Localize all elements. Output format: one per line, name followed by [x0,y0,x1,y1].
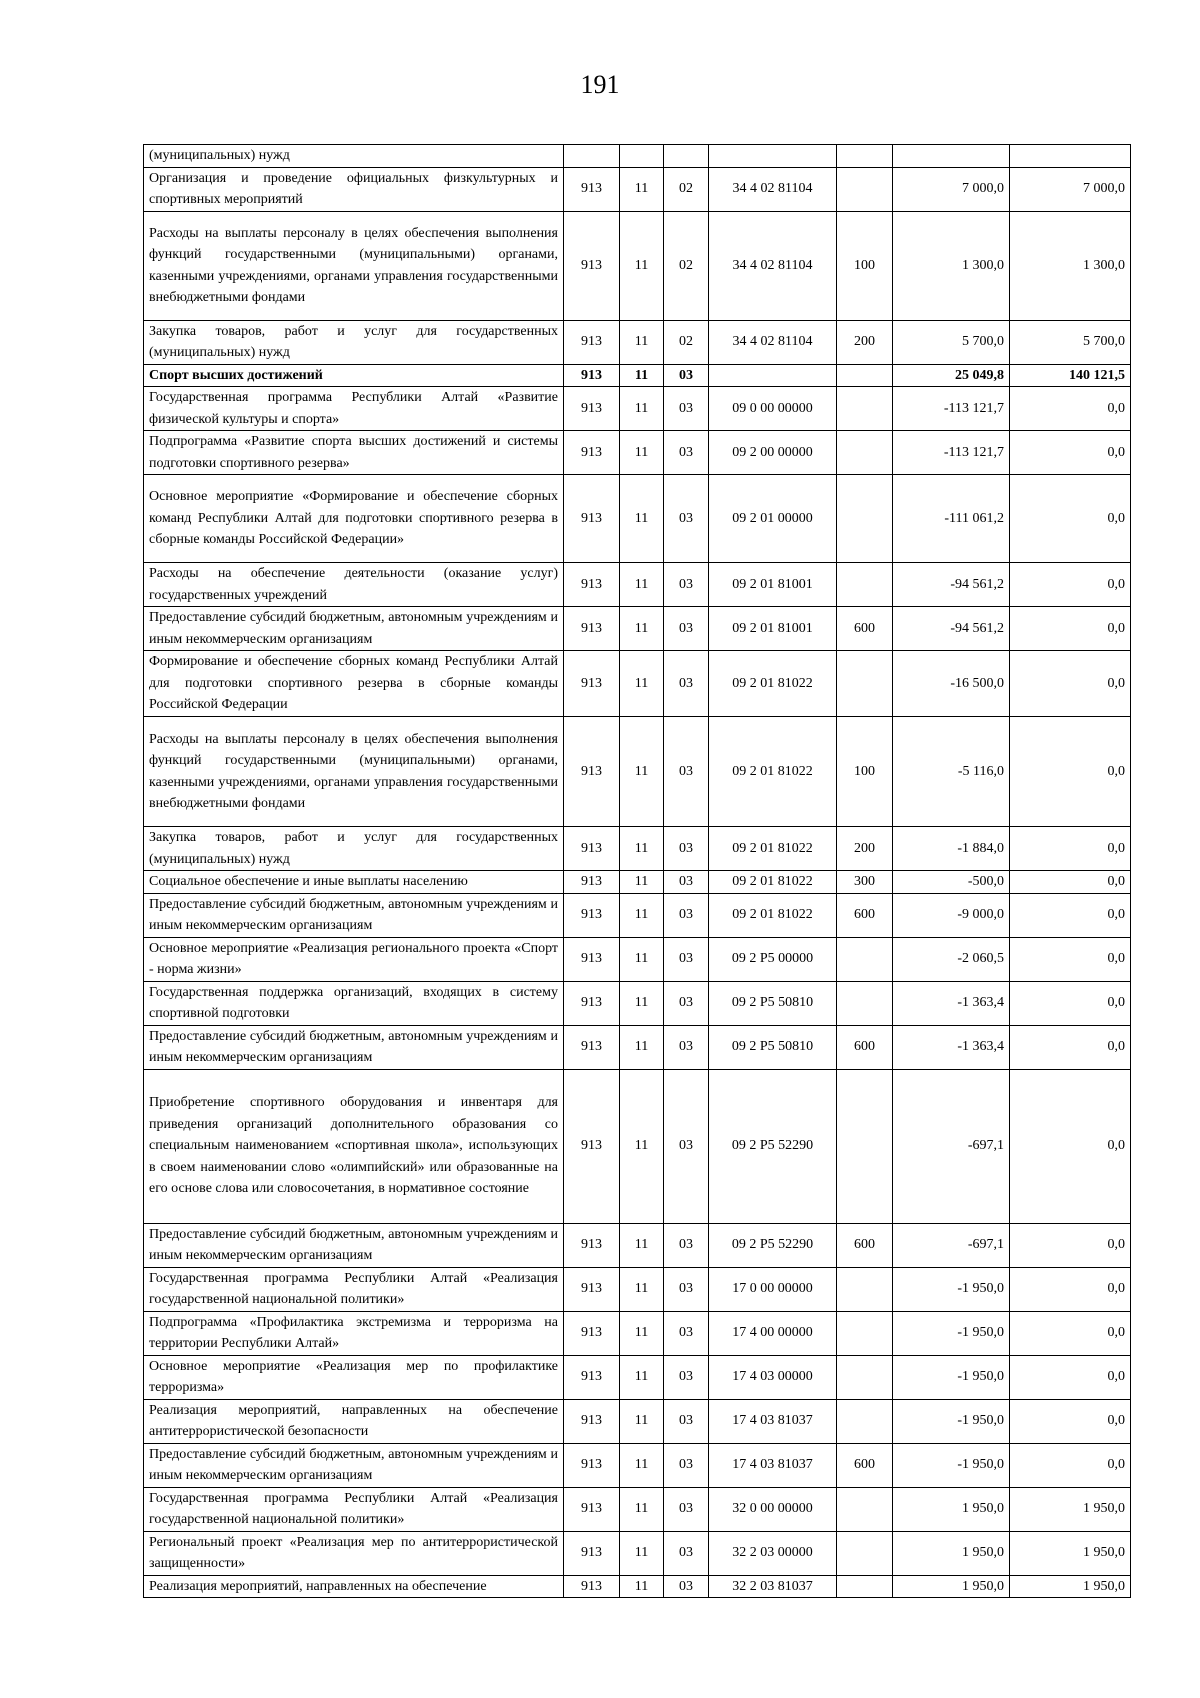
row-name: Организация и проведение официальных физкультурных и спортивных мероприятий [144,167,564,211]
row-expense-type-code [837,387,893,431]
row-expense-type-code [837,1267,893,1311]
row-name: Предоставление субсидий бюджетным, автономным учреждениям и иным некоммерческим организациям [144,1025,564,1069]
budget-table [143,144,1131,1598]
row-subsection-code: 03 [664,1531,709,1575]
row-subsection-code: 03 [664,981,709,1025]
row-sum-2: 0,0 [1010,981,1131,1025]
row-sum-1: 1 950,0 [893,1575,1010,1598]
row-sum-2: 0,0 [1010,1443,1131,1487]
row-section-code: 11 [620,1069,664,1223]
row-section-code: 11 [620,981,664,1025]
table-row [144,1223,1131,1267]
row-sum-1: 1 950,0 [893,1487,1010,1531]
row-section-code: 11 [620,1355,664,1399]
row-target-article-code: 09 2 00 00000 [709,431,837,475]
row-target-article-code [709,364,837,387]
row-sum-1: 1 950,0 [893,1531,1010,1575]
row-target-article-code: 09 2 P5 52290 [709,1223,837,1267]
row-subsection-code: 03 [664,1025,709,1069]
row-target-article-code: 09 2 01 81022 [709,651,837,717]
table-row [144,1487,1131,1531]
row-expense-type-code [837,475,893,563]
row-expense-type-code [837,651,893,717]
row-glav-code: 913 [564,1443,620,1487]
row-expense-type-code: 600 [837,1025,893,1069]
row-target-article-code: 09 2 P5 52290 [709,1069,837,1223]
row-name: Расходы на выплаты персоналу в целях обеспечения выполнения функций государственными (муниципальными) органами, казенными учреждениями, органами управления государственными внебюджетными фондами [144,717,564,827]
row-target-article-code: 34 4 02 81104 [709,167,837,211]
row-section-code [620,145,664,168]
row-glav-code: 913 [564,981,620,1025]
row-subsection-code: 03 [664,1575,709,1598]
row-expense-type-code [837,1487,893,1531]
row-glav-code: 913 [564,431,620,475]
row-target-article-code: 17 0 00 00000 [709,1267,837,1311]
row-sum-2: 0,0 [1010,1025,1131,1069]
row-target-article-code: 09 2 01 81022 [709,717,837,827]
row-sum-1 [893,145,1010,168]
row-section-code: 11 [620,320,664,364]
row-subsection-code: 03 [664,1355,709,1399]
row-target-article-code: 09 2 01 81001 [709,563,837,607]
row-sum-1: -94 561,2 [893,607,1010,651]
row-target-article-code: 09 2 P5 00000 [709,937,837,981]
row-expense-type-code [837,1355,893,1399]
row-sum-2: 0,0 [1010,1069,1131,1223]
row-sum-1: 1 300,0 [893,211,1010,320]
row-sum-1: -1 950,0 [893,1267,1010,1311]
row-target-article-code: 09 2 P5 50810 [709,981,837,1025]
row-target-article-code: 17 4 03 81037 [709,1443,837,1487]
row-sum-2: 0,0 [1010,871,1131,894]
row-expense-type-code [837,145,893,168]
row-name: Государственная программа Республики Алтай «Развитие физической культуры и спорта» [144,387,564,431]
row-section-code: 11 [620,1575,664,1598]
row-subsection-code: 03 [664,717,709,827]
row-name: Региональный проект «Реализация мер по антитеррористической защищенности» [144,1531,564,1575]
row-name: Подпрограмма «Развитие спорта высших достижений и системы подготовки спортивного резерва» [144,431,564,475]
row-glav-code: 913 [564,651,620,717]
row-sum-2: 0,0 [1010,563,1131,607]
row-sum-1: -94 561,2 [893,563,1010,607]
row-expense-type-code: 600 [837,893,893,937]
row-section-code: 11 [620,475,664,563]
row-expense-type-code [837,1575,893,1598]
budget-table-body [144,145,1131,1598]
row-name: Государственная программа Республики Алтай «Реализация государственной национальной политики» [144,1487,564,1531]
row-subsection-code: 03 [664,1069,709,1223]
row-sum-2: 0,0 [1010,431,1131,475]
row-expense-type-code [837,431,893,475]
row-glav-code: 913 [564,1267,620,1311]
row-target-article-code: 34 4 02 81104 [709,320,837,364]
row-sum-2: 0,0 [1010,475,1131,563]
row-expense-type-code: 100 [837,717,893,827]
row-target-article-code: 09 2 01 81022 [709,893,837,937]
row-name: Расходы на обеспечение деятельности (оказание услуг) государственных учреждений [144,563,564,607]
table-row [144,1069,1131,1223]
row-subsection-code: 03 [664,387,709,431]
row-glav-code: 913 [564,475,620,563]
row-subsection-code: 02 [664,320,709,364]
row-glav-code: 913 [564,937,620,981]
row-expense-type-code: 200 [837,827,893,871]
row-sum-1: -1 950,0 [893,1311,1010,1355]
row-glav-code: 913 [564,1311,620,1355]
row-expense-type-code [837,1399,893,1443]
row-glav-code: 913 [564,1531,620,1575]
row-sum-2: 7 000,0 [1010,167,1131,211]
row-expense-type-code [837,1069,893,1223]
row-section-code: 11 [620,937,664,981]
row-expense-type-code [837,981,893,1025]
row-target-article-code: 09 2 01 81022 [709,827,837,871]
row-section-code: 11 [620,563,664,607]
row-name: Реализация мероприятий, направленных на обеспечение [144,1575,564,1598]
row-target-article-code: 09 2 01 00000 [709,475,837,563]
row-expense-type-code: 600 [837,1443,893,1487]
row-subsection-code: 03 [664,364,709,387]
row-subsection-code: 03 [664,1487,709,1531]
row-expense-type-code [837,563,893,607]
row-sum-2: 0,0 [1010,1223,1131,1267]
row-name: Подпрограмма «Профилактика экстремизма и терроризма на территории Республики Алтай» [144,1311,564,1355]
row-sum-2: 5 700,0 [1010,320,1131,364]
row-sum-1: -2 060,5 [893,937,1010,981]
table-row [144,1355,1131,1399]
row-target-article-code: 09 2 P5 50810 [709,1025,837,1069]
row-sum-2: 1 950,0 [1010,1487,1131,1531]
row-name: Предоставление субсидий бюджетным, автономным учреждениям и иным некоммерческим организациям [144,1223,564,1267]
row-name: Расходы на выплаты персоналу в целях обеспечения выполнения функций государственными (муниципальными) органами, казенными учреждениями, органами управления государственными внебюджетными фондами [144,211,564,320]
row-subsection-code: 03 [664,1399,709,1443]
table-row [144,1399,1131,1443]
row-glav-code: 913 [564,1069,620,1223]
row-sum-1: -697,1 [893,1223,1010,1267]
row-sum-1: -9 000,0 [893,893,1010,937]
row-sum-2: 0,0 [1010,937,1131,981]
row-sum-2: 0,0 [1010,651,1131,717]
table-row [144,1443,1131,1487]
row-sum-2: 0,0 [1010,387,1131,431]
row-target-article-code: 17 4 03 00000 [709,1355,837,1399]
row-section-code: 11 [620,827,664,871]
row-sum-1: -1 363,4 [893,1025,1010,1069]
row-name: Закупка товаров, работ и услуг для государственных (муниципальных) нужд [144,320,564,364]
row-name: (муниципальных) нужд [144,145,564,168]
row-sum-2: 140 121,5 [1010,364,1131,387]
row-sum-1: -16 500,0 [893,651,1010,717]
row-expense-type-code [837,364,893,387]
row-section-code: 11 [620,717,664,827]
row-target-article-code: 32 2 03 00000 [709,1531,837,1575]
row-sum-2: 1 950,0 [1010,1575,1131,1598]
row-target-article-code: 34 4 02 81104 [709,211,837,320]
row-sum-1: -1 950,0 [893,1399,1010,1443]
row-sum-1: 7 000,0 [893,167,1010,211]
row-section-code: 11 [620,1399,664,1443]
row-glav-code: 913 [564,563,620,607]
table-row [144,1575,1131,1598]
row-section-code: 11 [620,387,664,431]
table-row [144,320,1131,364]
row-name: Формирование и обеспечение сборных команд Республики Алтай для подготовки спортивного резерва в сборные команды Российской Федерации [144,651,564,717]
row-subsection-code: 03 [664,1267,709,1311]
row-sum-1: -1 950,0 [893,1443,1010,1487]
row-name: Социальное обеспечение и иные выплаты населению [144,871,564,894]
row-sum-1: -697,1 [893,1069,1010,1223]
row-sum-2: 0,0 [1010,1355,1131,1399]
row-sum-2: 0,0 [1010,1267,1131,1311]
table-row [144,167,1131,211]
row-section-code: 11 [620,1267,664,1311]
row-glav-code: 913 [564,607,620,651]
row-subsection-code: 03 [664,1311,709,1355]
table-row [144,827,1131,871]
row-subsection-code: 03 [664,871,709,894]
row-glav-code: 913 [564,320,620,364]
row-section-code: 11 [620,1223,664,1267]
row-section-code: 11 [620,167,664,211]
row-section-code: 11 [620,1025,664,1069]
row-subsection-code: 03 [664,563,709,607]
row-target-article-code: 09 2 01 81022 [709,871,837,894]
row-sum-1: -113 121,7 [893,431,1010,475]
row-expense-type-code: 100 [837,211,893,320]
row-glav-code: 913 [564,1355,620,1399]
row-section-code: 11 [620,1531,664,1575]
row-sum-1: -5 116,0 [893,717,1010,827]
row-subsection-code: 03 [664,1443,709,1487]
row-subsection-code: 02 [664,167,709,211]
row-sum-2: 0,0 [1010,607,1131,651]
row-section-code: 11 [620,1311,664,1355]
row-name: Основное мероприятие «Реализация мер по профилактике терроризма» [144,1355,564,1399]
table-row [144,1267,1131,1311]
row-section-code: 11 [620,431,664,475]
row-expense-type-code [837,1531,893,1575]
row-glav-code: 913 [564,871,620,894]
row-glav-code: 913 [564,1487,620,1531]
row-glav-code: 913 [564,364,620,387]
row-name: Государственная программа Республики Алтай «Реализация государственной национальной политики» [144,1267,564,1311]
row-section-code: 11 [620,1487,664,1531]
row-name: Предоставление субсидий бюджетным, автономным учреждениям и иным некоммерческим организациям [144,607,564,651]
row-sum-2: 1 300,0 [1010,211,1131,320]
row-name: Спорт высших достижений [144,364,564,387]
row-expense-type-code: 600 [837,607,893,651]
row-section-code: 11 [620,871,664,894]
table-row [144,563,1131,607]
row-name: Приобретение спортивного оборудования и инвентаря для приведения организаций дополнительного образования со специальным наименованием «спортивная школа», использующих в своем наименовании слово «олимпийский» или образованные на его основе слова или словосочетания, в нормативное состояние [144,1069,564,1223]
row-expense-type-code [837,1311,893,1355]
row-name: Закупка товаров, работ и услуг для государственных (муниципальных) нужд [144,827,564,871]
row-section-code: 11 [620,364,664,387]
row-target-article-code: 32 0 00 00000 [709,1487,837,1531]
page-number: 191 [580,70,620,99]
row-name: Основное мероприятие «Формирование и обеспечение сборных команд Республики Алтай для подготовки спортивного резерва в сборные команды Российской Федерации» [144,475,564,563]
row-target-article-code: 17 4 00 00000 [709,1311,837,1355]
row-sum-2: 0,0 [1010,1311,1131,1355]
row-name: Предоставление субсидий бюджетным, автономным учреждениям и иным некоммерческим организациям [144,893,564,937]
row-subsection-code: 03 [664,651,709,717]
row-name: Государственная поддержка организаций, входящих в систему спортивной подготовки [144,981,564,1025]
row-section-code: 11 [620,651,664,717]
row-sum-1: -1 884,0 [893,827,1010,871]
table-row [144,475,1131,563]
row-sum-1: -1 950,0 [893,1355,1010,1399]
row-expense-type-code: 200 [837,320,893,364]
row-target-article-code: 09 0 00 00000 [709,387,837,431]
row-subsection-code: 03 [664,893,709,937]
row-subsection-code: 02 [664,211,709,320]
table-row [144,981,1131,1025]
row-sum-1: -500,0 [893,871,1010,894]
row-sum-2: 1 950,0 [1010,1531,1131,1575]
table-row [144,607,1131,651]
table-row [144,937,1131,981]
row-name: Основное мероприятие «Реализация регионального проекта «Спорт - норма жизни» [144,937,564,981]
row-section-code: 11 [620,607,664,651]
row-name: Реализация мероприятий, направленных на обеспечение антитеррористической безопасности [144,1399,564,1443]
row-glav-code: 913 [564,893,620,937]
row-subsection-code: 03 [664,431,709,475]
row-sum-1: 5 700,0 [893,320,1010,364]
row-name: Предоставление субсидий бюджетным, автономным учреждениям и иным некоммерческим организациям [144,1443,564,1487]
row-sum-1: 25 049,8 [893,364,1010,387]
table-row [144,145,1131,168]
row-section-code: 11 [620,211,664,320]
row-target-article-code: 32 2 03 81037 [709,1575,837,1598]
row-glav-code: 913 [564,167,620,211]
row-subsection-code: 03 [664,1223,709,1267]
row-glav-code: 913 [564,1223,620,1267]
row-expense-type-code: 600 [837,1223,893,1267]
row-section-code: 11 [620,1443,664,1487]
table-row [144,431,1131,475]
table-row [144,871,1131,894]
row-glav-code: 913 [564,827,620,871]
row-glav-code: 913 [564,387,620,431]
row-glav-code [564,145,620,168]
row-glav-code: 913 [564,1399,620,1443]
row-expense-type-code [837,167,893,211]
row-target-article-code [709,145,837,168]
row-glav-code: 913 [564,211,620,320]
row-sum-1: -111 061,2 [893,475,1010,563]
row-expense-type-code [837,937,893,981]
table-row [144,651,1131,717]
table-row [144,387,1131,431]
table-row [144,1025,1131,1069]
table-row [144,1311,1131,1355]
row-subsection-code [664,145,709,168]
row-glav-code: 913 [564,717,620,827]
row-glav-code: 913 [564,1025,620,1069]
row-glav-code: 913 [564,1575,620,1598]
row-target-article-code: 17 4 03 81037 [709,1399,837,1443]
table-row [144,211,1131,320]
table-row [144,364,1131,387]
row-sum-1: -1 363,4 [893,981,1010,1025]
row-sum-1: -113 121,7 [893,387,1010,431]
row-target-article-code: 09 2 01 81001 [709,607,837,651]
table-row [144,1531,1131,1575]
row-sum-2: 0,0 [1010,893,1131,937]
row-subsection-code: 03 [664,607,709,651]
row-sum-2: 0,0 [1010,717,1131,827]
row-section-code: 11 [620,893,664,937]
row-subsection-code: 03 [664,475,709,563]
row-expense-type-code: 300 [837,871,893,894]
table-row [144,717,1131,827]
row-sum-2: 0,0 [1010,827,1131,871]
row-sum-2 [1010,145,1131,168]
row-sum-2: 0,0 [1010,1399,1131,1443]
row-subsection-code: 03 [664,827,709,871]
table-row [144,893,1131,937]
row-subsection-code: 03 [664,937,709,981]
